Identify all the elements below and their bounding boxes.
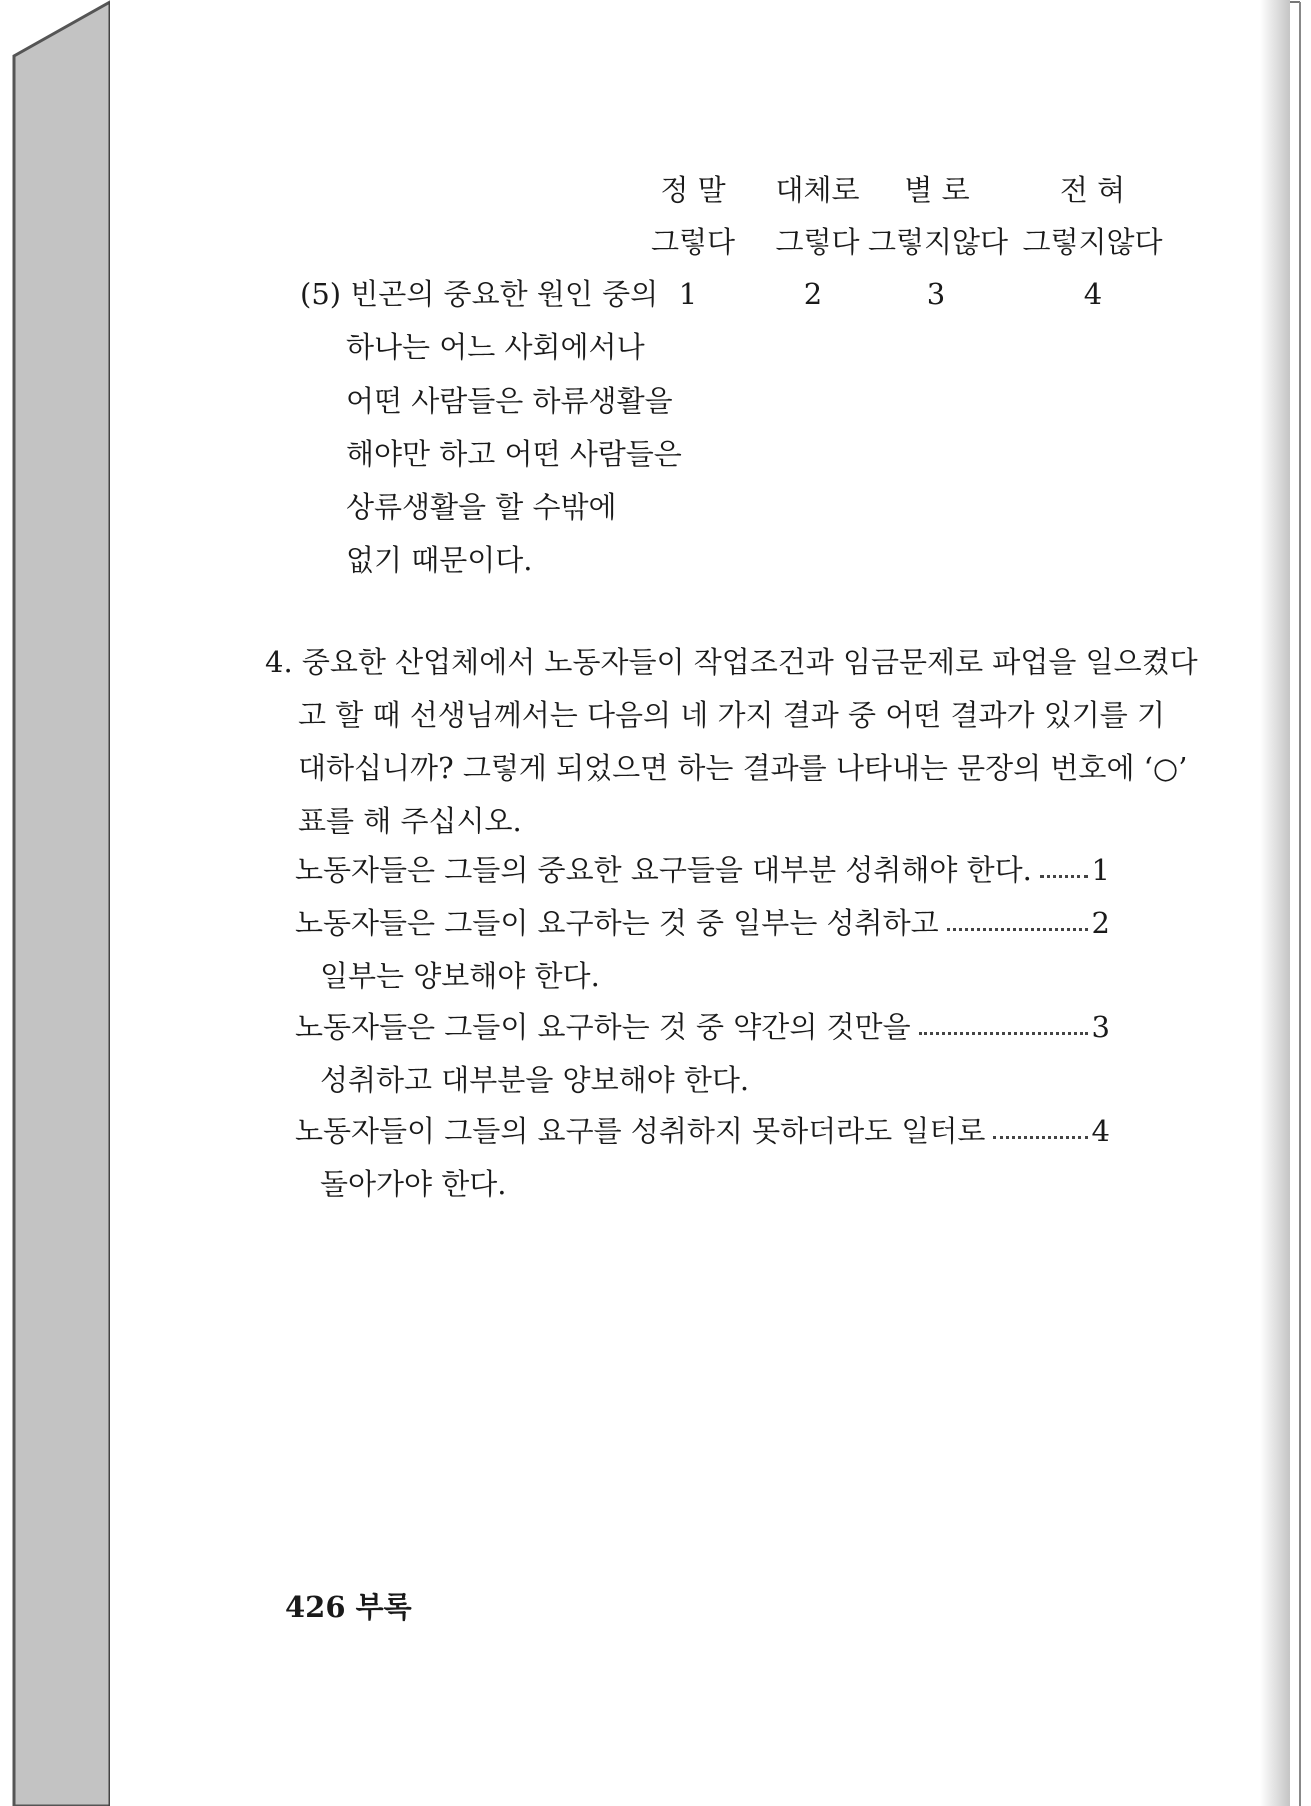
section-name: 부록 <box>355 1590 412 1624</box>
item5-line3: 어떤 사람들은 하류생활을 <box>346 384 673 418</box>
header-col3-line1: 별 로 <box>904 173 970 207</box>
q4-option-2-text: 노동자들은 그들이 요구하는 것 중 일부는 성취하고 <box>295 906 939 940</box>
item5-scale-3[interactable]: 3 <box>926 277 946 311</box>
q4-option-4-number[interactable]: 4 <box>1091 1114 1110 1148</box>
q4-line1: 4. 중요한 산업체에서 노동자들이 작업조건과 임금문제로 파업을 일으켰다 <box>265 645 1198 679</box>
item5-line1: (5) 빈곤의 중요한 원인 중의 <box>300 277 659 311</box>
q4-option-3-line2: 성취하고 대부분을 양보해야 한다. <box>320 1063 750 1097</box>
item5-scale-4[interactable]: 4 <box>1083 277 1103 311</box>
item5-scale-2[interactable]: 2 <box>803 277 823 311</box>
q4-line2: 고 할 때 선생님께서는 다음의 네 가지 결과 중 어떤 결과가 있기를 기 <box>298 698 1165 732</box>
header-col3-line2: 그렇지않다 <box>868 225 1009 259</box>
q4-option-3-number[interactable]: 3 <box>1091 1010 1110 1044</box>
leader-dots <box>947 906 1088 931</box>
leader-dots <box>993 1114 1087 1139</box>
header-col4-line2: 그렇지않다 <box>1022 225 1163 259</box>
q4-option-4-line2: 돌아가야 한다. <box>320 1167 507 1201</box>
header-col2-line1: 대체로 <box>775 173 860 207</box>
item5-line5: 상류생활을 할 수밖에 <box>346 490 617 524</box>
q4-option-2-line2: 일부는 양보해야 한다. <box>320 959 600 993</box>
q4-option-1-number[interactable]: 1 <box>1091 853 1110 887</box>
header-col1-line1: 정 말 <box>660 173 726 207</box>
q4-line3: 대하십니까? 그렇게 되었으면 하는 결과를 나타내는 문장의 번호에 ‘○’ <box>298 751 1188 785</box>
item5-line2: 하나는 어느 사회에서나 <box>346 330 645 364</box>
header-col1-line2: 그렇다 <box>650 225 736 259</box>
q4-option-3[interactable] <box>295 1010 1110 1050</box>
item5-line4: 해야만 하고 어떤 사람들은 <box>346 437 682 471</box>
q4-option-4-text: 노동자들이 그들의 요구를 성취하지 못하더라도 일터로 <box>295 1114 986 1148</box>
header-col2-line2: 그렇다 <box>775 225 860 259</box>
item5-scale-1[interactable]: 1 <box>678 277 698 311</box>
q4-line4: 표를 해 주십시오. <box>298 804 522 838</box>
q4-option-3-text: 노동자들은 그들이 요구하는 것 중 약간의 것만을 <box>295 1010 911 1044</box>
q4-option-2[interactable] <box>295 906 1110 946</box>
q4-option-1[interactable] <box>295 853 1110 893</box>
leader-dots <box>919 1010 1088 1035</box>
page-edge-shadow <box>1260 0 1290 1806</box>
page-footer <box>285 1590 412 1624</box>
header-col4-line1: 전 혀 <box>1059 173 1126 207</box>
page-number: 426 <box>285 1590 346 1624</box>
q4-option-2-number[interactable]: 2 <box>1091 906 1110 940</box>
item5-line6: 없기 때문이다. <box>346 543 533 577</box>
q4-option-1-text: 노동자들은 그들의 중요한 요구들을 대부분 성취해야 한다. <box>295 853 1032 887</box>
book-page <box>110 0 1290 1806</box>
leader-dots <box>1040 853 1088 878</box>
q4-option-4[interactable] <box>295 1114 1110 1154</box>
